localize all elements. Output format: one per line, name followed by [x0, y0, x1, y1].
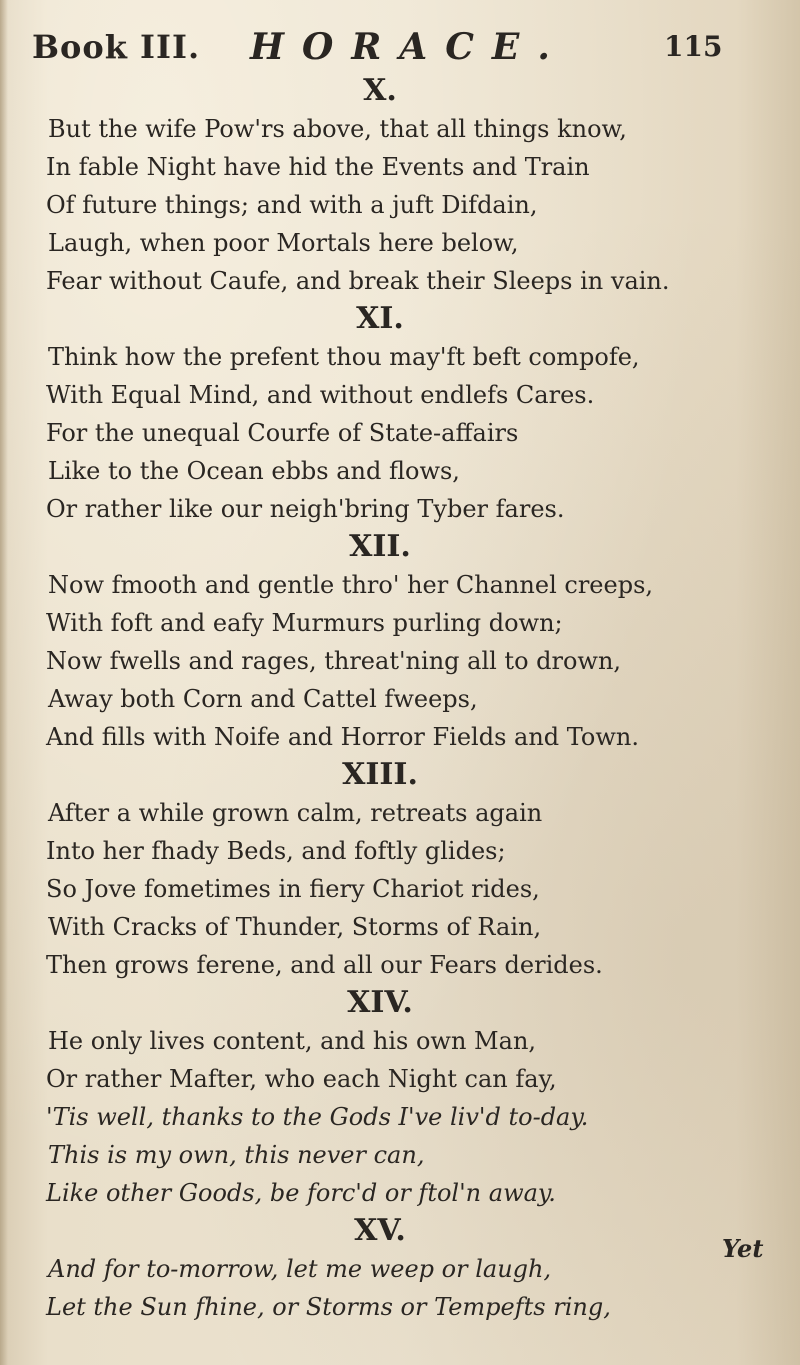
verse-line: But the wife Pow'rs above, that all things know,	[48, 115, 627, 143]
running-title: HORACE.	[250, 26, 568, 68]
verse-line: Into her fhady Beds, and foftly glides;	[46, 837, 506, 865]
running-header	[0, 0, 800, 78]
verse-line: Like to the Ocean ebbs and flows,	[48, 457, 460, 485]
verse-line: Or rather Mafter, who each Night can fay,	[46, 1065, 557, 1093]
verse-line: He only lives content, and his own Man,	[48, 1027, 537, 1055]
verse-line: Of future things; and with a juft Difdain,	[46, 191, 538, 219]
verse-line: Then grows ferene, and all our Fears derides.	[46, 951, 603, 979]
stanza-numeral: XIII.	[342, 757, 418, 792]
catchword: Yet	[722, 1234, 764, 1263]
verse-line: Let the Sun fhine, or Storms or Tempefts ring,	[46, 1293, 611, 1321]
poem-text	[0, 72, 800, 1326]
verse-line: Or rather like our neigh'bring Tyber fares.	[46, 495, 565, 523]
verse-line: With foft and eafy Murmurs purling down;	[46, 609, 563, 637]
stanza-numeral: XI.	[356, 301, 404, 336]
verse-line: Think how the prefent thou may'ft beft compofe,	[48, 343, 640, 371]
verse-line: Now fwells and rages, threat'ning all to drown,	[46, 647, 622, 675]
verse-line: After a while grown calm, retreats again	[48, 799, 543, 827]
stanza-numeral: XII.	[349, 529, 411, 564]
verse-line: This is my own, this never can,	[48, 1141, 425, 1169]
verse-line: 'Tis well, thanks to the Gods I've liv'd to-day.	[46, 1103, 589, 1131]
stanza-numeral: X.	[363, 73, 397, 108]
book-label: Book III.	[32, 28, 201, 66]
verse-line: With Cracks of Thunder, Storms of Rain,	[48, 913, 542, 941]
verse-line: In fable Night have hid the Events and Train	[46, 153, 590, 181]
verse-line: Away both Corn and Cattel fweeps,	[48, 685, 478, 713]
verse-line: For the unequal Courfe of State-affairs	[46, 419, 519, 447]
stanza-numeral: XV.	[354, 1213, 406, 1248]
verse-line: Laugh, when poor Mortals here below,	[48, 229, 519, 257]
verse-line: And fills with Noife and Horror Fields and Town.	[46, 723, 640, 751]
page-number: 115	[664, 30, 723, 63]
verse-line: Now fmooth and gentle thro' her Channel creeps,	[48, 571, 654, 599]
verse-line: So Jove fometimes in fiery Chariot rides,	[46, 875, 540, 903]
verse-line: Like other Goods, be forc'd or ftol'n away.	[46, 1179, 556, 1207]
verse-line: With Equal Mind, and without endlefs Cares.	[46, 381, 595, 409]
verse-line: And for to-morrow, let me weep or laugh,	[48, 1255, 552, 1283]
stanza-numeral: XIV.	[347, 985, 413, 1020]
verse-line: Fear without Caufe, and break their Sleeps in vain.	[46, 267, 670, 295]
